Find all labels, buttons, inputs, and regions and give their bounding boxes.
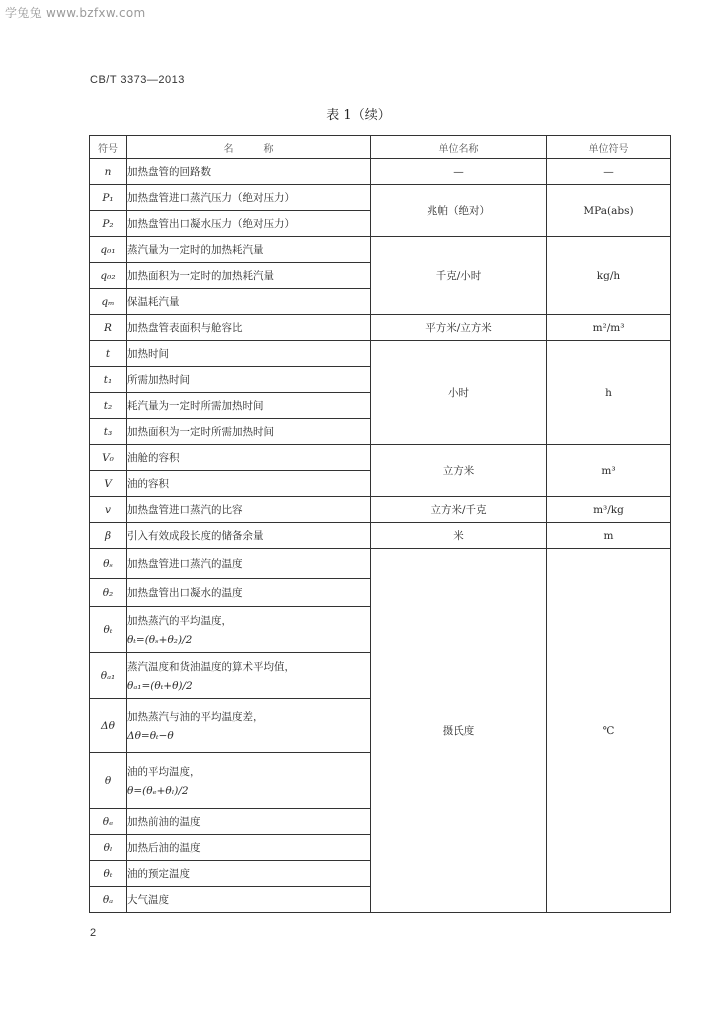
table-row: [90, 445, 671, 471]
name-cell: [127, 753, 371, 809]
table-row: [90, 497, 671, 523]
unit-name-cell: 摄氏度: [371, 549, 547, 913]
table-row: [90, 315, 671, 341]
symbol-cell: V: [90, 471, 127, 497]
name-cell: 加热盘管进口蒸汽压力（绝对压力）: [127, 185, 371, 211]
name-cell: 蒸汽量为一定时的加热耗汽量: [127, 237, 371, 263]
unit-symbol-cell: MPa(abs): [547, 185, 671, 237]
formula-text: θₜ=(θₛ+θ₂)/2: [127, 633, 193, 646]
unit-symbol-cell: —: [547, 159, 671, 185]
symbol-cell: V₀: [90, 445, 127, 471]
symbol-cell: qₘ: [90, 289, 127, 315]
symbol-cell: Δθ: [90, 699, 127, 753]
table-row: [90, 159, 671, 185]
unit-name-cell: 平方米/立方米: [371, 315, 547, 341]
page-number: 2: [90, 927, 97, 939]
name-cell: 油的预定温度: [127, 861, 371, 887]
unit-name-cell: 米: [371, 523, 547, 549]
name-cell: 油的容积: [127, 471, 371, 497]
table-header-row: [90, 136, 671, 159]
symbol-cell: P₂: [90, 211, 127, 237]
name-text: 加热蒸汽的平均温度，: [127, 614, 232, 627]
header-unit-name: 单位名称: [371, 136, 547, 159]
symbol-cell: R: [90, 315, 127, 341]
name-cell: 加热盘管的回路数: [127, 159, 371, 185]
name-cell: 油舱的容积: [127, 445, 371, 471]
symbol-cell: β: [90, 523, 127, 549]
name-cell: 保温耗汽量: [127, 289, 371, 315]
unit-symbol-cell: kg/h: [547, 237, 671, 315]
name-cell: 加热面积为一定时所需加热时间: [127, 419, 371, 445]
symbol-cell: θₗ: [90, 835, 127, 861]
name-cell: [127, 699, 371, 753]
formula-text: θₐ₁=(θₜ+θ)/2: [127, 679, 193, 692]
name-cell: 耗汽量为一定时所需加热时间: [127, 393, 371, 419]
symbol-cell: θₜ: [90, 607, 127, 653]
standard-code: CB/T 3373—2013: [90, 74, 185, 86]
header-unit-symbol: 单位符号: [547, 136, 671, 159]
header-name: 名 称: [127, 136, 371, 159]
symbol-cell: v: [90, 497, 127, 523]
symbol-cell: P₁: [90, 185, 127, 211]
watermark: 学兔兔 www.bzfxw.com: [5, 6, 146, 20]
name-text: 加热蒸汽与油的平均温度差，: [127, 710, 264, 723]
unit-symbol-cell: m²/m³: [547, 315, 671, 341]
name-cell: 加热盘管进口蒸汽的温度: [127, 549, 371, 579]
unit-name-cell: 立方米: [371, 445, 547, 497]
symbol-cell: q₀₁: [90, 237, 127, 263]
symbol-cell: t: [90, 341, 127, 367]
name-text: 蒸汽温度和货油温度的算术平均值，: [127, 660, 295, 673]
symbol-cell: t₂: [90, 393, 127, 419]
name-cell: 加热面积为一定时的加热耗汽量: [127, 263, 371, 289]
unit-name-cell: 兆帕（绝对）: [371, 185, 547, 237]
name-cell: 所需加热时间: [127, 367, 371, 393]
header-symbol: 符号: [90, 136, 127, 159]
unit-symbol-cell: ℃: [547, 549, 671, 913]
unit-symbol-cell: m³/kg: [547, 497, 671, 523]
symbols-table: [89, 135, 671, 913]
name-cell: 加热盘管出口凝水压力（绝对压力）: [127, 211, 371, 237]
unit-symbol-cell: m: [547, 523, 671, 549]
formula-text: θ=(θₑ+θₗ)/2: [127, 784, 189, 797]
table-row: [90, 185, 671, 211]
name-cell: [127, 607, 371, 653]
symbol-cell: t₁: [90, 367, 127, 393]
name-cell: 加热后油的温度: [127, 835, 371, 861]
table-row: [90, 237, 671, 263]
unit-symbol-cell: m³: [547, 445, 671, 497]
name-cell: 引入有效成段长度的储备余量: [127, 523, 371, 549]
name-text: 油的平均温度，: [127, 765, 201, 778]
name-cell: 加热前油的温度: [127, 809, 371, 835]
unit-name-cell: 小时: [371, 341, 547, 445]
name-cell: 大气温度: [127, 887, 371, 913]
symbol-cell: t₃: [90, 419, 127, 445]
name-cell: 加热盘管表面积与舱容比: [127, 315, 371, 341]
formula-text: Δθ=θₜ−θ: [127, 729, 174, 742]
symbol-cell: θₛ: [90, 549, 127, 579]
name-cell: [127, 653, 371, 699]
symbol-cell: θₑ: [90, 809, 127, 835]
table-row: [90, 523, 671, 549]
name-cell: 加热盘管出口凝水的温度: [127, 579, 371, 607]
symbol-cell: θₜ: [90, 861, 127, 887]
symbol-cell: θₐ: [90, 887, 127, 913]
unit-name-cell: 千克/小时: [371, 237, 547, 315]
unit-name-cell: —: [371, 159, 547, 185]
table-row: [90, 341, 671, 367]
symbol-cell: θ₂: [90, 579, 127, 607]
symbol-cell: θₐ₁: [90, 653, 127, 699]
symbol-cell: θ: [90, 753, 127, 809]
unit-symbol-cell: h: [547, 341, 671, 445]
symbol-cell: n: [90, 159, 127, 185]
name-cell: 加热盘管进口蒸汽的比容: [127, 497, 371, 523]
unit-name-cell: 立方米/千克: [371, 497, 547, 523]
symbol-cell: q₀₂: [90, 263, 127, 289]
name-cell: 加热时间: [127, 341, 371, 367]
table-row: [90, 549, 671, 579]
table-title: 表 1（续）: [326, 108, 391, 123]
